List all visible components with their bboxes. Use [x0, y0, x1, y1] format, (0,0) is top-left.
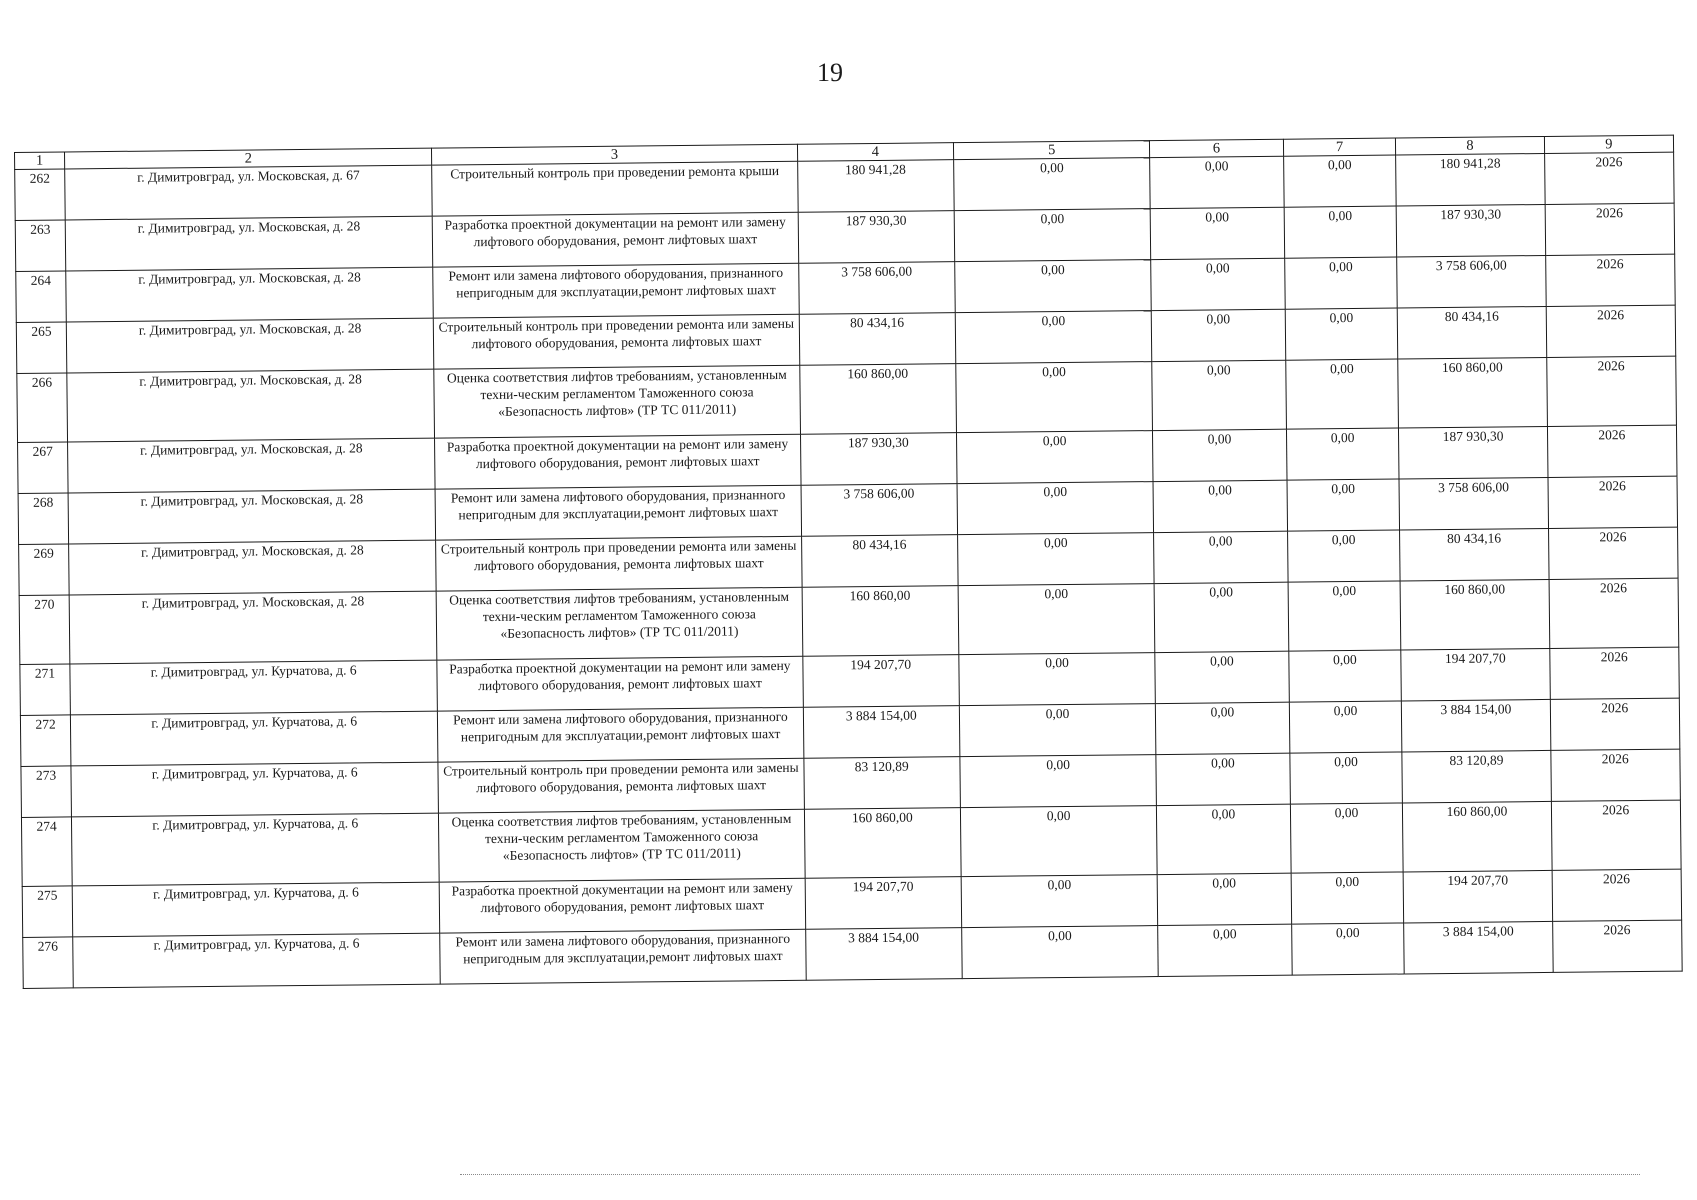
- value-col7-cell: 0,00: [1287, 479, 1400, 531]
- year-cell: 2026: [1546, 356, 1676, 426]
- value-col6-cell: 0,00: [1150, 156, 1284, 208]
- work-type-cell: Разработка проектной документации на ремонт или замену лифтового оборудования, ремонт лифтовых шахт: [437, 656, 803, 711]
- value-col5-cell: 0,00: [959, 704, 1156, 757]
- value-col6-cell: 0,00: [1151, 309, 1285, 361]
- address-cell: г. Димитровград, ул. Московская, д. 28: [65, 216, 433, 271]
- address-cell: г. Димитровград, ул. Курчатова, д. 6: [72, 813, 440, 886]
- value-col5-cell: 0,00: [962, 926, 1159, 979]
- value-col8-cell: 3 758 606,00: [1397, 255, 1546, 308]
- value-col6-cell: 0,00: [1156, 702, 1290, 754]
- value-col7-cell: 0,00: [1284, 206, 1397, 258]
- col-header-2: 2: [65, 148, 432, 169]
- value-col8-cell: 160 860,00: [1403, 801, 1552, 872]
- work-type-cell: Строительный контроль при проведении ремонта или замены лифтового оборудования, ремонта лифтовых шахт: [434, 314, 800, 369]
- value-col8-cell: 194 207,70: [1401, 648, 1550, 701]
- total-cost-cell: 83 120,89: [803, 757, 960, 810]
- value-col6-cell: 0,00: [1155, 651, 1289, 703]
- total-cost-cell: 160 860,00: [802, 586, 959, 657]
- row-number: 270: [19, 595, 70, 665]
- col-header-6: 6: [1150, 139, 1284, 157]
- year-cell: 2026: [1552, 920, 1682, 972]
- value-col6-cell: 0,00: [1158, 924, 1292, 976]
- value-col7-cell: 0,00: [1285, 308, 1398, 360]
- row-number: 276: [23, 937, 74, 989]
- address-cell: г. Димитровград, ул. Московская, д. 28: [66, 318, 434, 373]
- row-number: 265: [16, 322, 67, 374]
- total-cost-cell: 187 930,30: [798, 211, 955, 264]
- work-type-cell: Разработка проектной документации на ремонт или замену лифтового оборудования, ремонт лифтовых шахт: [433, 212, 799, 267]
- value-col7-cell: 0,00: [1291, 872, 1404, 924]
- scan-artifact-line: [460, 1174, 1640, 1177]
- work-type-cell: Разработка проектной документации на ремонт или замену лифтового оборудования, ремонт лифтовых шахт: [440, 878, 806, 933]
- address-cell: г. Димитровград, ул. Московская, д. 28: [68, 489, 436, 544]
- value-col8-cell: 160 860,00: [1398, 357, 1547, 428]
- total-cost-cell: 3 758 606,00: [798, 262, 955, 315]
- value-col8-cell: 194 207,70: [1404, 870, 1553, 923]
- value-col7-cell: 0,00: [1291, 923, 1404, 975]
- value-col7-cell: 0,00: [1286, 428, 1399, 480]
- year-cell: 2026: [1550, 749, 1680, 801]
- work-type-cell: Ремонт или замена лифтового оборудования, признанного непригодным для эксплуатации,ремонт лифтовых шахт: [435, 485, 801, 540]
- total-cost-cell: 194 207,70: [805, 877, 962, 930]
- col-header-7: 7: [1283, 138, 1396, 156]
- address-cell: г. Димитровград, ул. Курчатова, д. 6: [70, 711, 438, 766]
- total-cost-cell: 3 884 154,00: [803, 706, 960, 759]
- year-cell: 2026: [1548, 476, 1678, 528]
- value-col7-cell: 0,00: [1290, 752, 1403, 804]
- value-col8-cell: 187 930,30: [1397, 204, 1546, 257]
- value-col8-cell: 187 930,30: [1399, 426, 1548, 479]
- value-col8-cell: 180 941,28: [1396, 153, 1545, 206]
- row-number: 264: [16, 271, 67, 323]
- row-number: 267: [18, 442, 69, 494]
- total-cost-cell: 80 434,16: [801, 535, 958, 588]
- value-col7-cell: 0,00: [1284, 257, 1397, 309]
- value-col7-cell: 0,00: [1285, 359, 1398, 429]
- row-number: 271: [20, 664, 71, 716]
- value-col6-cell: 0,00: [1153, 429, 1287, 481]
- address-cell: г. Димитровград, ул. Московская, д. 28: [69, 591, 437, 664]
- row-number: 268: [18, 493, 69, 545]
- year-cell: 2026: [1549, 647, 1679, 699]
- address-cell: г. Димитровград, ул. Московская, д. 67: [65, 165, 433, 220]
- year-cell: 2026: [1545, 254, 1675, 306]
- row-number: 273: [21, 766, 72, 818]
- row-number: 269: [19, 544, 70, 596]
- work-type-cell: Оценка соответствия лифтов требованиям, установленным техни-ческим регламентом Таможенного союза «Безопасность лифтов» (ТР ТС 011/2011): [436, 587, 802, 660]
- year-cell: 2026: [1546, 305, 1676, 357]
- work-type-cell: Ремонт или замена лифтового оборудования, признанного непригодным для эксплуатации,ремонт лифтовых шахт: [433, 263, 799, 318]
- value-col8-cell: 83 120,89: [1402, 750, 1551, 803]
- row-number: 274: [21, 817, 72, 887]
- work-type-cell: Разработка проектной документации на ремонт или замену лифтового оборудования, ремонт лифтовых шахт: [435, 434, 801, 489]
- value-col8-cell: 3 884 154,00: [1404, 921, 1553, 974]
- total-cost-cell: 3 758 606,00: [801, 484, 958, 537]
- value-col6-cell: 0,00: [1156, 753, 1290, 805]
- value-col5-cell: 0,00: [955, 260, 1152, 313]
- year-cell: 2026: [1545, 203, 1675, 255]
- row-number: 263: [15, 220, 66, 272]
- value-col7-cell: 0,00: [1283, 155, 1396, 207]
- work-type-cell: Строительный контроль при проведении ремонта или замены лифтового оборудования, ремонта лифтовых шахт: [436, 536, 802, 591]
- total-cost-cell: 194 207,70: [802, 655, 959, 708]
- value-col5-cell: 0,00: [960, 755, 1157, 808]
- value-col5-cell: 0,00: [961, 875, 1158, 928]
- value-col8-cell: 80 434,16: [1400, 528, 1549, 581]
- row-number: 272: [20, 715, 71, 767]
- value-col5-cell: 0,00: [958, 533, 1155, 586]
- value-col6-cell: 0,00: [1154, 582, 1288, 652]
- total-cost-cell: 160 860,00: [799, 364, 956, 435]
- row-number: 262: [15, 169, 66, 221]
- value-col7-cell: 0,00: [1289, 650, 1402, 702]
- col-header-1: 1: [15, 152, 65, 170]
- row-number: 275: [22, 886, 73, 938]
- value-col5-cell: 0,00: [958, 584, 1155, 655]
- value-col6-cell: 0,00: [1153, 480, 1287, 532]
- col-header-3: 3: [432, 144, 797, 165]
- col-header-5: 5: [953, 141, 1149, 160]
- value-col5-cell: 0,00: [957, 482, 1154, 535]
- work-type-cell: Строительный контроль при проведении ремонта или замены лифтового оборудования, ремонта лифтовых шахт: [438, 758, 804, 813]
- col-header-8: 8: [1396, 136, 1544, 155]
- value-col5-cell: 0,00: [956, 362, 1153, 433]
- address-cell: г. Димитровград, ул. Курчатова, д. 6: [72, 882, 440, 937]
- value-col8-cell: 3 884 154,00: [1402, 699, 1551, 752]
- work-type-cell: Ремонт или замена лифтового оборудования, признанного непригодным для эксплуатации,ремонт лифтовых шахт: [440, 929, 806, 984]
- address-cell: г. Димитровград, ул. Курчатова, д. 6: [70, 660, 438, 715]
- value-col6-cell: 0,00: [1150, 207, 1284, 259]
- scanned-table-sheet: [14, 135, 1683, 989]
- value-col6-cell: 0,00: [1152, 360, 1286, 430]
- value-col6-cell: 0,00: [1157, 804, 1291, 874]
- page-number: 19: [817, 58, 843, 87]
- total-cost-cell: 180 941,28: [797, 160, 954, 213]
- work-type-cell: Ремонт или замена лифтового оборудования, признанного непригодным для эксплуатации,ремонт лифтовых шахт: [438, 707, 804, 762]
- value-col6-cell: 0,00: [1154, 531, 1288, 583]
- value-col7-cell: 0,00: [1289, 701, 1402, 753]
- year-cell: 2026: [1550, 698, 1680, 750]
- value-col5-cell: 0,00: [954, 209, 1151, 262]
- work-type-cell: Оценка соответствия лифтов требованиям, установленным техни-ческим регламентом Таможенного союза «Безопасность лифтов» (ТР ТС 011/2011): [434, 365, 800, 438]
- total-cost-cell: 160 860,00: [804, 808, 961, 879]
- value-col8-cell: 3 758 606,00: [1399, 477, 1548, 530]
- row-number: 266: [17, 373, 68, 443]
- address-cell: г. Димитровград, ул. Московская, д. 28: [69, 540, 437, 595]
- value-col6-cell: 0,00: [1151, 258, 1285, 310]
- work-type-cell: Оценка соответствия лифтов требованиям, установленным техни-ческим регламентом Таможенного союза «Безопасность лифтов» (ТР ТС 011/2011): [439, 809, 805, 882]
- value-col5-cell: 0,00: [954, 158, 1151, 211]
- total-cost-cell: 80 434,16: [799, 313, 956, 366]
- table-body: [15, 152, 1682, 988]
- year-cell: 2026: [1552, 869, 1682, 921]
- address-cell: г. Димитровград, ул. Курчатова, д. 6: [73, 933, 441, 988]
- register-table: [14, 135, 1683, 989]
- year-cell: 2026: [1548, 527, 1678, 579]
- year-cell: 2026: [1551, 800, 1681, 870]
- year-cell: 2026: [1547, 425, 1677, 477]
- value-col5-cell: 0,00: [959, 653, 1156, 706]
- value-col8-cell: 80 434,16: [1398, 306, 1547, 359]
- year-cell: 2026: [1549, 578, 1679, 648]
- value-col5-cell: 0,00: [955, 311, 1152, 364]
- value-col7-cell: 0,00: [1287, 530, 1400, 582]
- address-cell: г. Димитровград, ул. Московская, д. 28: [66, 267, 434, 322]
- address-cell: г. Димитровград, ул. Курчатова, д. 6: [71, 762, 439, 817]
- col-header-9: 9: [1544, 135, 1674, 153]
- value-col6-cell: 0,00: [1157, 873, 1291, 925]
- value-col8-cell: 160 860,00: [1400, 579, 1549, 650]
- address-cell: г. Димитровград, ул. Московская, д. 28: [67, 369, 435, 442]
- year-cell: 2026: [1544, 152, 1674, 204]
- work-type-cell: Строительный контроль при проведении ремонта крыши: [432, 161, 798, 216]
- value-col5-cell: 0,00: [957, 431, 1154, 484]
- col-header-4: 4: [797, 143, 954, 162]
- address-cell: г. Димитровград, ул. Московская, д. 28: [68, 438, 436, 493]
- value-col5-cell: 0,00: [960, 806, 1157, 877]
- total-cost-cell: 187 930,30: [800, 433, 957, 486]
- value-col7-cell: 0,00: [1288, 581, 1401, 651]
- total-cost-cell: 3 884 154,00: [805, 928, 962, 981]
- value-col7-cell: 0,00: [1290, 803, 1403, 873]
